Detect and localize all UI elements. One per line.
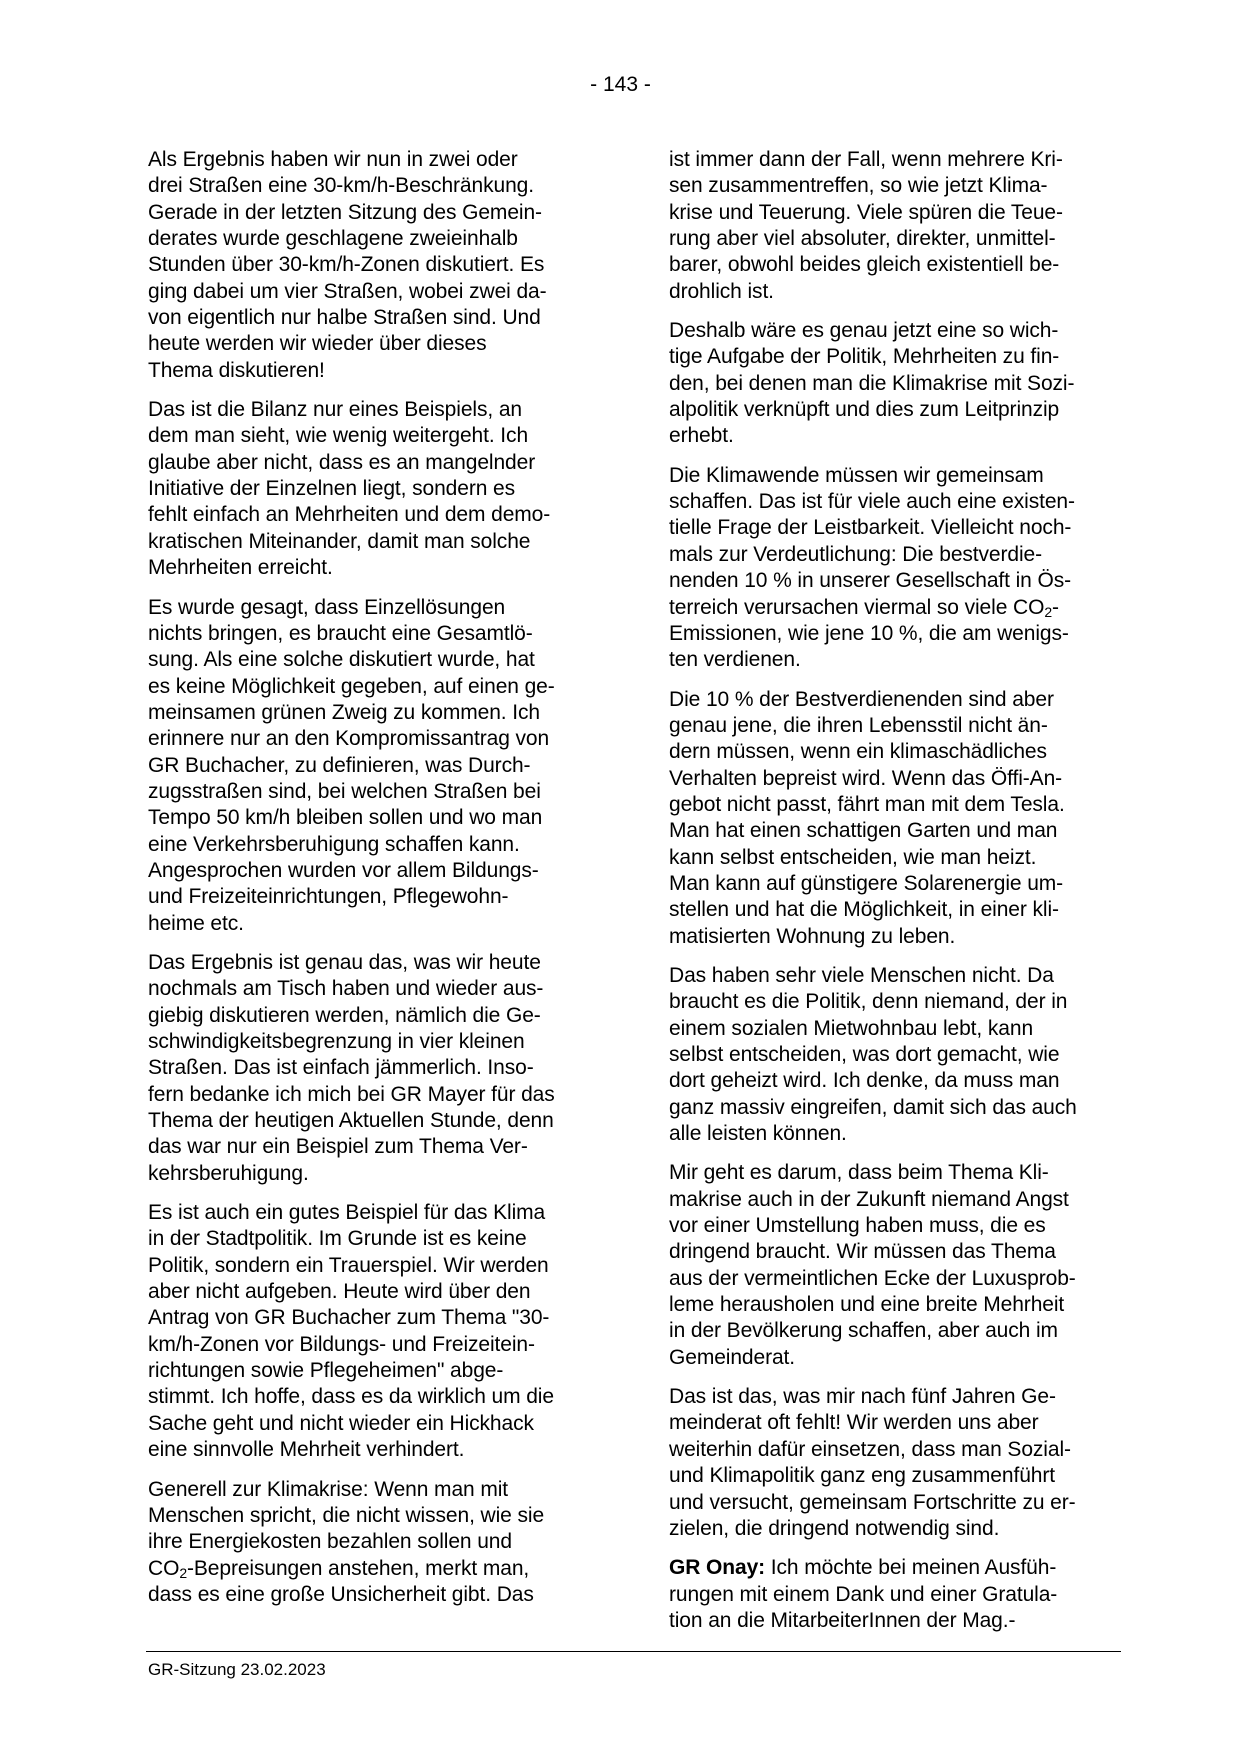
text-line: fehlt einfach an Mehrheiten und dem demo-	[148, 503, 551, 527]
paragraph	[669, 687, 1127, 950]
footer-divider	[146, 1651, 1121, 1652]
text-line: stimmt. Ich hoffe, dass es da wirklich um die	[148, 1385, 554, 1409]
text-line: aus der vermeintlichen Ecke der Luxusprob-	[669, 1266, 1076, 1290]
paragraph	[148, 147, 606, 384]
text-line: Antrag von GR Buchacher zum Thema "30-	[148, 1306, 550, 1330]
paragraph	[148, 950, 606, 1187]
text-line: nenden 10 % in unserer Gesellschaft in Ös-	[669, 569, 1072, 593]
text-line: rung aber viel absoluter, direkter, unmittel-	[669, 227, 1056, 251]
paragraph	[669, 147, 1127, 305]
footer-text: GR-Sitzung 23.02.2023	[148, 1660, 326, 1679]
text-line: Als Ergebnis haben wir nun in zwei oder	[148, 148, 518, 171]
text-line: Straßen. Das ist einfach jämmerlich. Inso-	[148, 1056, 534, 1080]
text-line: kann selbst entscheiden, wie man heizt.	[669, 845, 1037, 869]
text-line: von eigentlich nur halbe Straßen sind. Und	[148, 306, 541, 330]
text-line: GR Buchacher, zu definieren, was Durch-	[148, 753, 531, 777]
speaker-name: GR Onay:	[669, 1556, 766, 1580]
text-line: den, bei denen man die Klimakrise mit Sozi-	[669, 371, 1075, 395]
paragraph	[148, 1477, 606, 1609]
paragraph	[669, 1160, 1127, 1371]
text-line: braucht es die Politik, denn niemand, der in	[669, 990, 1068, 1014]
text-line: nichts bringen, es braucht eine Gesamtlö-	[148, 621, 533, 645]
text-line: heute werden wir wieder über dieses	[148, 332, 487, 356]
text-line: heime etc.	[148, 911, 244, 935]
paragraph	[148, 397, 606, 581]
text-line: Verhalten bepreist wird. Wenn das Öffi-An-	[669, 766, 1063, 790]
text-line: Menschen spricht, die nicht wissen, wie sie	[148, 1503, 545, 1527]
text-line: ihre Energiekosten bezahlen sollen und	[148, 1530, 512, 1554]
text-line: Emissionen, wie jene 10 %, die am wenigs-	[669, 621, 1069, 645]
text-line: ging dabei um vier Straßen, wobei zwei da-	[148, 279, 547, 303]
text-line: barer, obwohl beides gleich existentiell be-	[669, 253, 1060, 277]
text-line: krise und Teuerung. Viele spüren die Teue-	[669, 200, 1063, 224]
text-line: in der Bevölkerung schaffen, aber auch im	[669, 1319, 1058, 1343]
text-line: zugsstraßen sind, bei welchen Straßen bei	[148, 779, 541, 803]
text-line: erinnere nur an den Kompromissantrag von	[148, 727, 550, 751]
text-line: kratischen Miteinander, damit man solche	[148, 529, 531, 553]
text-line: Man kann auf günstigere Solarenergie um-	[669, 871, 1064, 895]
text-line: einem sozialen Mietwohnbau lebt, kann	[669, 1016, 1034, 1040]
text-line: es keine Möglichkeit gegeben, auf einen ge-	[148, 674, 555, 698]
paragraph	[148, 595, 606, 937]
text-line: drei Straßen eine 30-km/h-Beschränkung.	[148, 174, 534, 198]
text-line: und versucht, gemeinsam Fortschritte zu er-	[669, 1490, 1076, 1514]
paragraph	[148, 1200, 606, 1463]
text-line: Das ist die Bilanz nur eines Beispiels, an	[148, 398, 522, 422]
text-line: rungen mit einem Dank und einer Gratula-	[669, 1582, 1058, 1606]
text-line: weiterhin dafür einsetzen, dass man Sozial-	[669, 1437, 1071, 1461]
text-line: ist immer dann der Fall, wenn mehrere Kri-	[669, 148, 1063, 171]
text-line: terreich verursachen viermal so viele $CO_2-$	[669, 595, 1059, 620]
text-line: Das haben sehr viele Menschen nicht. Da	[669, 963, 1054, 987]
paragraph	[669, 1384, 1127, 1542]
text-line: Politik, sondern ein Trauerspiel. Wir werden	[148, 1253, 549, 1277]
text-line: vor einer Umstellung haben muss, die es	[669, 1214, 1046, 1238]
text-line: eine sinnvolle Mehrheit verhindert.	[148, 1438, 465, 1462]
text-line: kehrsberuhigung.	[148, 1161, 309, 1185]
text-line: dringend braucht. Wir müssen das Thema	[669, 1240, 1056, 1264]
page-number: - 143 -	[590, 73, 651, 96]
text-line: tielle Frage der Leistbarkeit. Vielleicht noch-	[669, 516, 1072, 540]
text-line: nochmals am Tisch haben und wieder aus-	[148, 977, 544, 1001]
text-line: ganz massiv eingreifen, damit sich das auch	[669, 1095, 1077, 1119]
text-line: genau jene, die ihren Lebensstil nicht än-	[669, 713, 1048, 737]
text-line: tige Aufgabe der Politik, Mehrheiten zu fin-	[669, 345, 1060, 369]
left-column	[148, 147, 606, 1621]
text-line: stellen und hat die Möglichkeit, in einer kli-	[669, 898, 1059, 922]
text-line: selbst entscheiden, was dort gemacht, wie	[669, 1043, 1060, 1066]
text-line: das war nur ein Beispiel zum Thema Ver-	[148, 1135, 528, 1159]
text-line: dort geheizt wird. Ich denke, da muss man	[669, 1069, 1060, 1093]
text-line: sung. Als eine solche diskutiert wurde, hat	[148, 648, 535, 672]
text-line: glaube aber nicht, dass es an mangelnder	[148, 450, 536, 474]
text-line: meinderat oft fehlt! Wir werden uns aber	[669, 1411, 1039, 1435]
text-line: und Klimapolitik ganz eng zusammenführt	[669, 1464, 1055, 1488]
paragraph	[669, 1555, 1127, 1634]
text-line: Angesprochen wurden vor allem Bildungs-	[148, 858, 539, 882]
subscript: 2	[179, 1564, 187, 1581]
text-line: mals zur Verdeutlichung: Die bestverdie-	[669, 542, 1043, 566]
text-line: aber nicht aufgeben. Heute wird über den	[148, 1280, 531, 1304]
text-line: drohlich ist.	[669, 279, 774, 303]
text-line: makrise auch in der Zukunft niemand Angst	[669, 1187, 1069, 1211]
paragraph	[669, 318, 1127, 450]
text-line: und Freizeiteinrichtungen, Pflegewohn-	[148, 885, 509, 909]
text-line: eine Verkehrsberuhigung schaffen kann.	[148, 832, 520, 856]
text-line: matisierten Wohnung zu leben.	[669, 924, 956, 948]
text-line: Tempo 50 km/h bleiben sollen und wo man	[148, 806, 543, 830]
text-line: Es wurde gesagt, dass Einzellösungen	[148, 595, 506, 619]
text-line: schaffen. Das ist für viele auch eine existen-	[669, 490, 1075, 514]
text-line: in der Stadtpolitik. Im Grunde ist es keine	[148, 1227, 527, 1251]
text-line: $CO_2$-Bepreisungen anstehen, merkt man,	[148, 1556, 530, 1581]
text-line: Thema diskutieren!	[148, 358, 325, 382]
paragraph	[669, 463, 1127, 674]
text-line: ten verdienen.	[669, 648, 801, 672]
text-line: Die Klimawende müssen wir gemeinsam	[669, 463, 1044, 487]
text-line: schwindigkeitsbegrenzung in vier kleinen	[148, 1030, 525, 1053]
text-line: derates wurde geschlagene zweieinhalb	[148, 227, 518, 251]
text-line: Mehrheiten erreicht.	[148, 556, 333, 580]
text-line: erhebt.	[669, 424, 734, 448]
text-line: Es ist auch ein gutes Beispiel für das Klima	[148, 1201, 546, 1225]
text-line: Thema der heutigen Aktuellen Stunde, denn	[148, 1109, 554, 1133]
right-column	[669, 147, 1127, 1647]
text-line: Mir geht es darum, dass beim Thema Kli-	[669, 1161, 1049, 1185]
text-line: Gerade in der letzten Sitzung des Gemein-	[148, 200, 542, 224]
text-line: Initiative der Einzelnen liegt, sondern es	[148, 477, 516, 501]
subscript: 2	[1044, 603, 1052, 620]
text-line: sen zusammentreffen, so wie jetzt Klima-	[669, 174, 1048, 198]
text-line: zielen, die dringend notwendig sind.	[669, 1516, 1000, 1540]
text-line: tion an die MitarbeiterInnen der Mag.-	[669, 1608, 1016, 1632]
text-line: Man hat einen schattigen Garten und man	[669, 819, 1058, 843]
text-line: Sache geht und nicht wieder ein Hickhack	[148, 1411, 534, 1435]
text-line: giebig diskutieren werden, nämlich die Ge-	[148, 1003, 541, 1027]
text-line: Generell zur Klimakrise: Wenn man mit	[148, 1477, 509, 1501]
text-line: alle leisten können.	[669, 1122, 847, 1146]
text-line: Die 10 % der Bestverdienenden sind aber	[669, 687, 1054, 711]
text-line: meinsamen grünen Zweig zu kommen. Ich	[148, 700, 540, 724]
text-line: dern müssen, wenn ein klimaschädliches	[669, 740, 1047, 764]
text-line: GR Onay: Ich möchte bei meinen Ausfüh-	[669, 1556, 1057, 1580]
text-line: Das Ergebnis ist genau das, was wir heute	[148, 950, 541, 974]
paragraph	[669, 963, 1127, 1147]
text-line: richtungen sowie Pflegeheimen" abge-	[148, 1359, 504, 1383]
text-line: dem man sieht, wie wenig weitergeht. Ich	[148, 424, 529, 448]
text-line: km/h-Zonen vor Bildungs- und Freizeitein-	[148, 1332, 535, 1356]
text-line: gebot nicht passt, fährt man mit dem Tesla.	[669, 792, 1065, 816]
text-line: alpolitik verknüpft und dies zum Leitprinzip	[669, 398, 1060, 422]
text-line: Gemeinderat.	[669, 1345, 796, 1369]
text-line: leme herausholen und eine breite Mehrheit	[669, 1293, 1065, 1317]
text-line: Deshalb wäre es genau jetzt eine so wich-	[669, 319, 1059, 343]
text-line: fern bedanke ich mich bei GR Mayer für das	[148, 1082, 555, 1106]
text-line: Das ist das, was mir nach fünf Jahren Ge-	[669, 1385, 1056, 1409]
text-line: Stunden über 30-km/h-Zonen diskutiert. Es	[148, 253, 545, 277]
text-line: dass es eine große Unsicherheit gibt. Das	[148, 1582, 534, 1606]
